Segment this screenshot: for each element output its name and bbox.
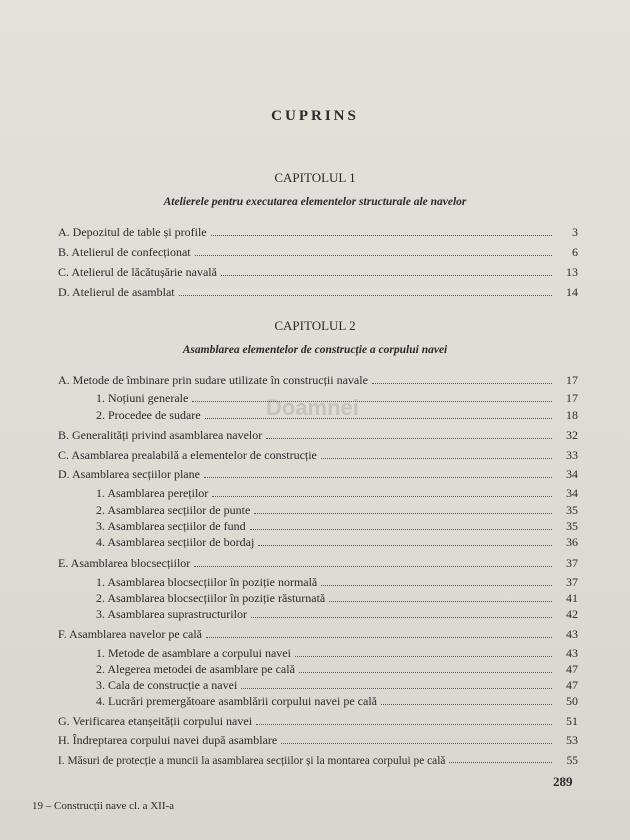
toc-subentry: 3. Asamblarea suprastructurilor 42 [96,607,578,621]
footer-signature: 19 – Construcții nave cl. a XII-a [32,800,175,812]
toc-entry: D. Asamblarea secțiilor plane 34 [58,467,578,481]
toc-entry: A. Metode de îmbinare prin sudare utilizate în construcții navale 17 [58,373,578,387]
toc-entry: B. Generalități privind asamblarea navelor 32 [58,428,578,442]
toc-entry: A. Depozitul de table și profile 3 [58,225,578,239]
toc-subentry: 1. Asamblarea blocsecțiilor în poziție normală 37 [96,575,578,589]
toc-entry: G. Verificarea etanșeității corpului navei 51 [58,714,578,728]
toc-subentry: 1. Metode de asamblare a corpului navei 43 [96,646,578,660]
chapter-1-heading: CAPITOLUL 1 [274,170,356,185]
watermark: Doamnei [266,395,359,420]
chapter-2-subtitle: Asamblarea elementelor de construcție a corpului navei [182,344,448,356]
toc-subentry: 1. Noțiuni generale 17 [96,391,578,405]
toc-subentry: 2. Asamblarea blocsecțiilor în poziție răsturnată 41 [96,591,578,605]
toc-entry: E. Asamblarea blocsecțiilor 37 [58,556,578,570]
page-title: CUPRINS [271,108,359,124]
toc-subentry: 4. Asamblarea secțiilor de bordaj 36 [96,535,578,549]
toc-subentry: 4. Lucrări premergătoare asamblării corpului navei pe cală 50 [96,694,578,708]
toc-entry: D. Atelierul de asamblat 14 [58,285,578,299]
toc-entry: B. Atelierul de confecționat 6 [58,245,578,259]
toc-subentry: 3. Asamblarea secțiilor de fund 35 [96,519,578,533]
toc-entry: C. Atelierul de lăcătușărie navală 13 [58,265,578,279]
toc-subentry: 3. Cala de construcție a navei 47 [96,678,578,692]
toc-entry: I. Măsuri de protecție a muncii la asamblarea secțiilor și la montarea corpului pe cală 55 [58,755,578,767]
toc-entry: F. Asamblarea navelor pe cală 43 [58,627,578,641]
toc-entry: H. Îndreptarea corpului navei după asamblare 53 [58,733,578,747]
chapter-1-subtitle: Atelierele pentru executarea elementelor structurale ale navelor [163,196,467,208]
toc-subentry: 2. Alegerea metodei de asamblare pe cală 47 [96,662,578,676]
toc-subentry: 2. Asamblarea secțiilor de punte 35 [96,503,578,517]
toc-subentry: 2. Procedee de sudare 18 [96,408,578,422]
toc-entry: C. Asamblarea prealabilă a elementelor de construcție 33 [58,448,578,462]
page-number: 289 [553,774,573,789]
chapter-2-heading: CAPITOLUL 2 [274,318,356,333]
toc-subentry: 1. Asamblarea pereților 34 [96,486,578,500]
